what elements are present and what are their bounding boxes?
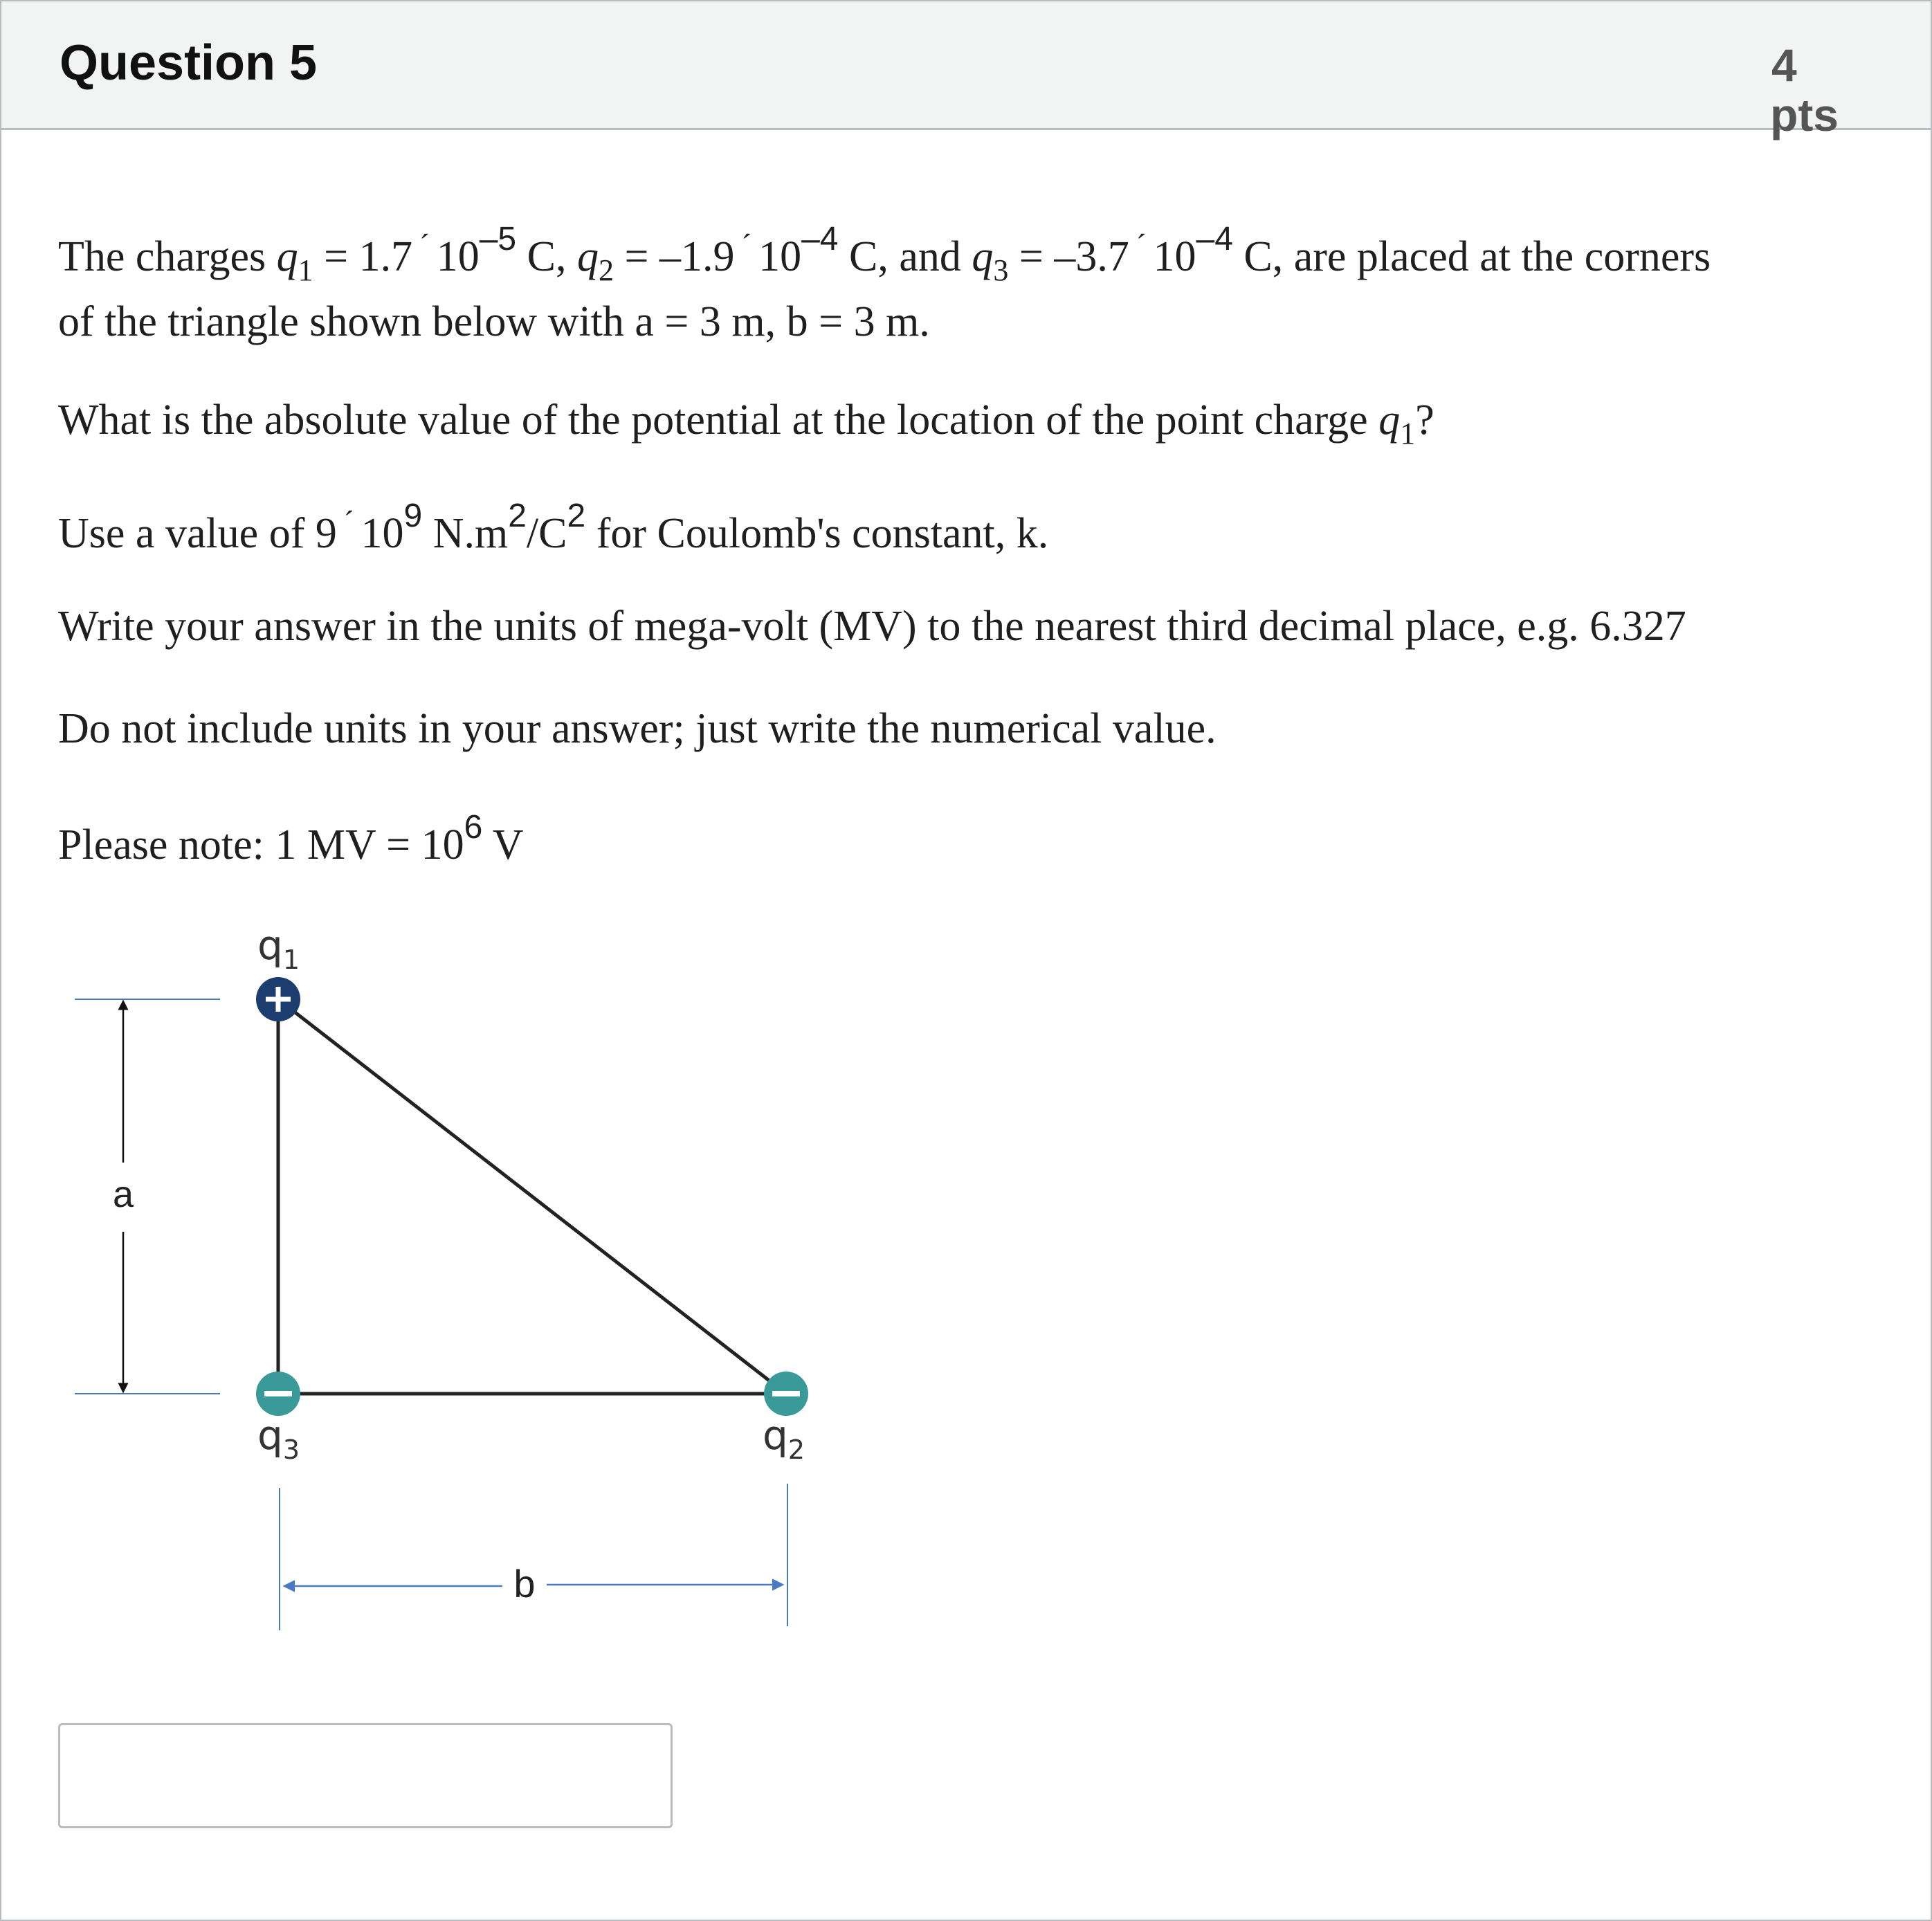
charge-q2-negative: [764, 1372, 808, 1416]
triangle-side-q1-q2: [278, 999, 786, 1394]
question-line-note: Please note: 1 MV = $10^6$ V: [58, 809, 524, 868]
charge-q3-label: $q_3$: [257, 1412, 300, 1465]
charge-q3-negative: [256, 1372, 300, 1416]
charge-q2-label: $q_2$: [763, 1412, 805, 1465]
charge-q1-label: $q_1$: [257, 922, 300, 975]
charge-q1-positive: [256, 977, 300, 1021]
question-line-ask: What is the absolute value of the potential at the location of the point charge $q_1$?: [58, 397, 1434, 450]
points-unit: pts: [1770, 89, 1839, 140]
dimension-a-label: a: [112, 1174, 134, 1215]
answer-input[interactable]: [58, 1723, 673, 1828]
question-line-constant: Use a value of 9 ´ $10^9$ $N.m^2/C^2$ for Coulomb's constant, k.: [58, 498, 1049, 557]
dimension-b-label: b: [513, 1562, 536, 1605]
question-line-units: Write your answer in the units of mega-volt (MV) to the nearest third decimal place, e.g. 6.327: [58, 603, 1686, 650]
question-title: Question 5: [60, 35, 318, 91]
points-value: 4: [1771, 39, 1797, 91]
question-line-charges: The charges $q_1 = 1.7$ ´ $10^{-5}$ C, $q_2 = -1.9$ ´ $10^{-4}$ C, and $q_3 = -3.7$ ´ $10^{-4}$ C, are placed at the corners: [58, 221, 1711, 287]
question-line-no-units: Do not include units in your answer; just write the numerical value.: [58, 705, 1216, 752]
question-line-triangle: of the triangle shown below with a = 3 m, b = 3 m.: [58, 298, 930, 345]
